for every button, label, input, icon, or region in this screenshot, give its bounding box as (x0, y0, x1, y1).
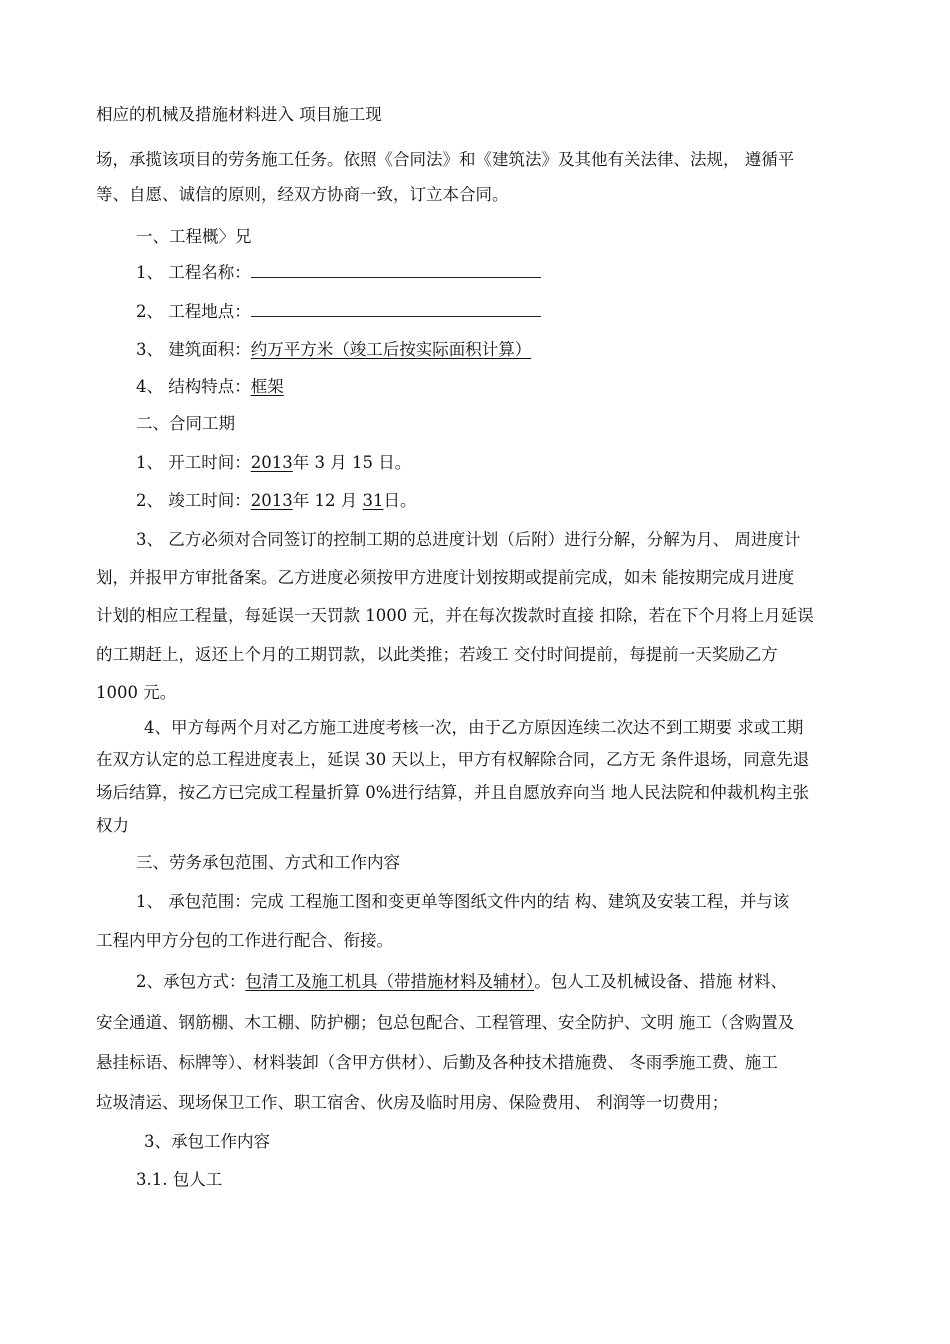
schedule-para-line-1: 3、 乙方必须对合同签订的控制工期的总进度计划（后附）进行分解，分解为月、 周进度计 (136, 530, 801, 549)
method-para-line-2: 安全通道、钢筋棚、木工棚、防护棚；包总包配合、工程管理、安全防护、文明 施工（含购置及 (96, 1013, 795, 1032)
project-name-label: 1、 工程名称： (136, 263, 251, 282)
start-date-label: 1、 开工时间： (136, 453, 251, 472)
method-value: 包清工及施工机具（带措施材料及辅材） (245, 972, 535, 991)
start-date-rest: 年 3 月 15 日。 (292, 453, 412, 472)
work-content-heading: 3、承包工作内容 (144, 1132, 270, 1151)
section-1-heading: 一、工程概〉兄 (136, 227, 252, 246)
assessment-para-line-3: 场后结算，按乙方已完成工程量折算 0%进行结算，并且自愿放弃向当 地人民法院和仲裁机构主张 (96, 783, 810, 802)
method-row (136, 972, 787, 992)
end-date-row (136, 491, 416, 511)
schedule-para-line-2: 划，并报甲方审批备案。乙方进度必须按甲方进度计划按期或提前完成，如未 能按期完成月进度 (96, 568, 795, 587)
schedule-para-line-5: 1000 元。 (96, 683, 177, 702)
building-area-value: 约万平方米（竣工后按实际面积计算） (250, 340, 532, 359)
schedule-para-line-3: 计划的相应工程量，每延误一天罚款 1000 元，并在每次拨款时直接 扣除，若在下个月将上月延误 (96, 606, 814, 625)
end-day: 31 (362, 491, 384, 510)
assessment-para-line-2: 在双方认定的总工程进度表上，延误 30 天以上，甲方有权解除合同，乙方无 条件退场，同意先退 (96, 750, 810, 769)
structure-label: 4、 结构特点： (136, 377, 251, 396)
end-date-mid: 年 12 月 (292, 491, 363, 510)
structure-value: 框架 (250, 377, 284, 396)
method-rest: 。包人工及机械设备、措施 材料、 (534, 972, 787, 991)
end-date-tail: 日。 (383, 491, 417, 510)
intro-line-3: 等、自愿、诚信的原则，经双方协商一致，订立本合同。 (96, 185, 509, 204)
assessment-para-line-4: 权力 (96, 816, 129, 835)
schedule-para-line-4: 的工期赶上，返还上个月的工期罚款，以此类推；若竣工 交付时间提前，每提前一天奖励乙方 (96, 645, 778, 664)
method-para-line-4: 垃圾清运、现场保卫工作、职工宿舍、伙房及临时用房、保险费用、 利润等一切费用； (96, 1093, 729, 1112)
start-date-row (136, 453, 411, 473)
intro-line-2: 场，承揽该项目的劳务施工任务。依照《合同法》和《建筑法》及其他有关法律、法规， 遵循平 (96, 150, 795, 169)
structure-row (136, 377, 284, 397)
project-site-row (136, 302, 541, 322)
project-name-blank (251, 263, 541, 278)
building-area-row (136, 340, 531, 360)
project-name-row (136, 263, 541, 283)
scope-para-line-1: 1、 承包范围：完成 工程施工图和变更单等图纸文件内的结 构、建筑及安装工程，并与该 (136, 892, 790, 911)
work-content-item-3-1: 3.1. 包人工 (136, 1170, 223, 1189)
end-date-label: 2、 竣工时间： (136, 491, 251, 510)
section-3-heading: 三、劳务承包范围、方式和工作内容 (136, 853, 400, 872)
section-2-heading: 二、合同工期 (136, 414, 235, 433)
end-year: 2013 (250, 491, 293, 510)
scope-para-line-2: 工程内甲方分包的工作进行配合、衔接。 (96, 931, 393, 950)
intro-line-1: 相应的机械及措施材料进入 项目施工现 (96, 105, 382, 124)
method-label: 2、承包方式： (136, 972, 246, 991)
assessment-para-line-1: 4、甲方每两个月对乙方施工进度考核一次，由于乙方原因连续二次达不到工期要 求或工期 (144, 718, 804, 737)
start-year: 2013 (250, 453, 293, 472)
building-area-label: 3、 建筑面积： (136, 340, 251, 359)
project-site-blank (251, 302, 541, 317)
project-site-label: 2、 工程地点： (136, 302, 251, 321)
method-para-line-3: 悬挂标语、标牌等）、材料装卸（含甲方供材）、后勤及各种技术措施费、 冬雨季施工费、施工 (96, 1053, 778, 1072)
